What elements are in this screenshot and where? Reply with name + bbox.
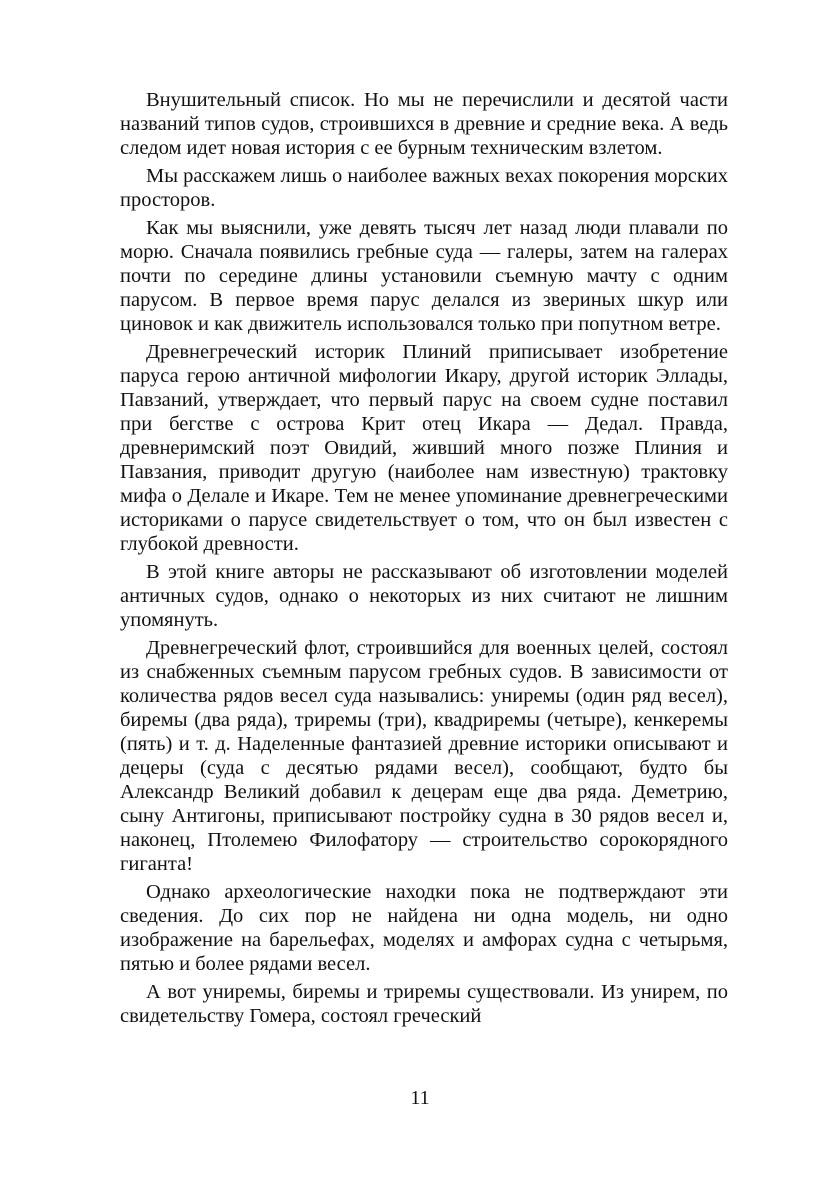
paragraph-1: Внушительный список. Но мы не перечислили и десятой части названий типов судов, строившихся в древние и средние века. А ведь следом идет новая история с ее бурным техническим взлетом. [120,89,728,159]
paragraph-2: Мы расскажем лишь о наиболее важных вехах покорения морских просторов. [120,165,728,211]
paragraph-5: В этой книге авторы не рассказывают об изготовлении моделей античных судов, однако о некоторых из них считают не лишним упомянуть. [120,561,728,631]
paragraph-6: Древнегреческий флот, строившийся для военных целей, состоял из снабженных съемным парусом гребных судов. В зависимости от количества рядов весел суда назывались: униремы (один ряд весел), биремы (два ряда), триремы (три), квадриремы (четыре), кенкеремы (пять) и т. д. Наделенные фантазией древние историки описывают и децеры (суда с десятью рядами весел), сообщают, будто бы Александр Великий добавил к децерам еще два ряда. Деметрию, сыну Антигоны, приписывают постройку судна в 30 рядов весел и, наконец, Птолемею Филофатору — строительство сорокорядного гиганта! [120,637,728,875]
page-number: 11 [410,1087,430,1109]
paragraph-4: Древнегреческий историк Плиний приписывает изобретение паруса герою античной мифологии Икару, другой историк Эллады, Павзаний, утверждает, что первый парус на своем судне поставил при бегстве с острова Крит отец Икара — Дедал. Правда, древнеримский поэт Овидий, живший много позже Плиния и Павзания, приводит другую (наиболее нам известную) трактовку мифа о Делале и Икаре. Тем не менее упоминание древнегреческими историками о парусе свидетельствует о том, что он был известен с глубокой древности. [120,341,728,555]
paragraph-7: Однако археологические находки пока не подтверждают эти сведения. До сих пор не найдена ни одна модель, ни одно изображение на барельефах, моделях и амфорах судна с четырьмя, пятью и более рядами весел. [120,881,728,975]
page-text [120,88,728,1032]
paragraph-3: Как мы выяснили, уже девять тысяч лет назад люди плавали по морю. Сначала появились гребные суда — галеры, затем на галерах почти по середине длины установили съемную мачту с одним парусом. В первое время парус делался из звериных шкур или циновок и как движитель использовался только при попутном ветре. [120,217,728,335]
paragraph-8: А вот униремы, биремы и триремы существовали. Из унирем, по свидетельству Гомера, состоял греческий [120,981,728,1027]
